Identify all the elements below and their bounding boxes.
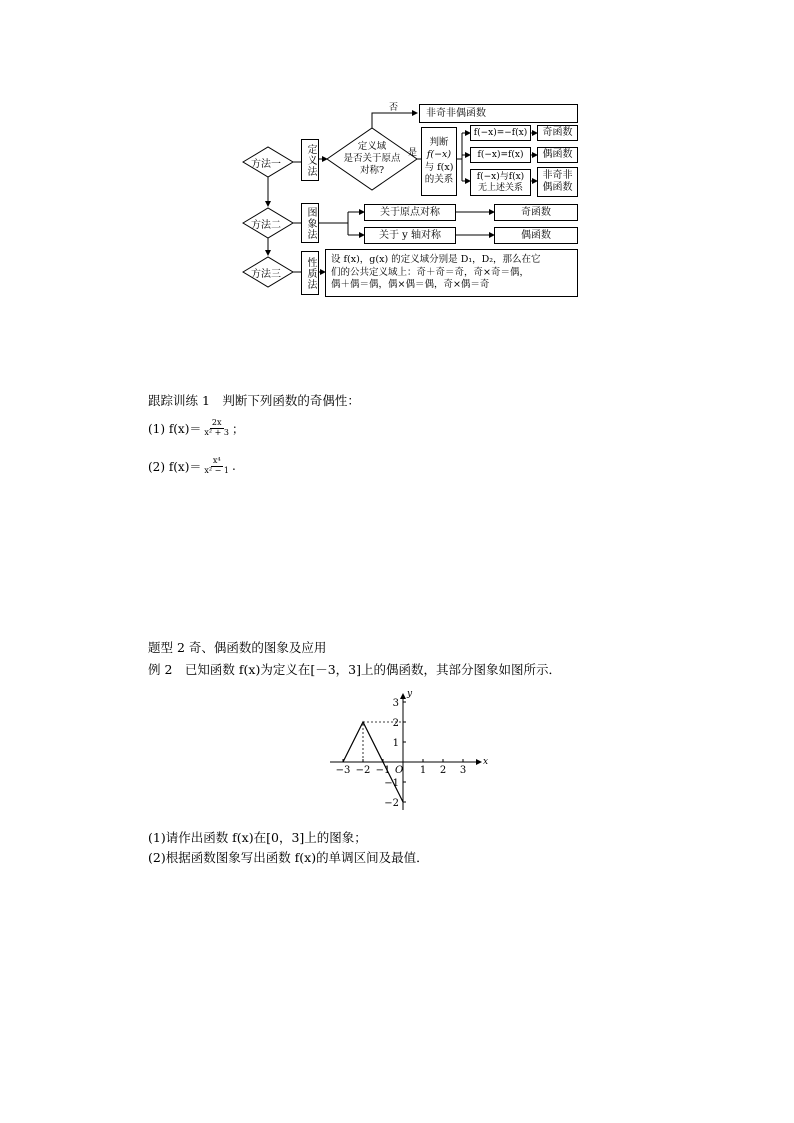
item2-denominator: x² − 1: [204, 465, 229, 475]
y-tick-label: −2: [384, 798, 399, 809]
y-axis-label: y: [407, 689, 413, 699]
domain-question-line3: 对称?: [359, 164, 385, 176]
domain-question-line1: 定义域: [357, 141, 387, 152]
result-neither-line2: 偶函数: [542, 182, 573, 193]
example-2-text: 例 2 已知函数 f(x)为定义在[－3，3]上的偶函数，其部分图象如图所示．: [148, 662, 561, 677]
y-tick-label: 2: [392, 718, 399, 729]
method3-label: 方法三: [251, 269, 281, 280]
result-odd-box: 奇函数: [537, 125, 578, 141]
x-tick-label: 1: [419, 765, 427, 776]
y-tick-label: 1: [392, 738, 399, 749]
section-heading: 题型 2 奇、偶函数的图象及应用: [148, 640, 327, 655]
condition-neither-box: [470, 169, 531, 196]
condition-neither-line2: 无上述关系: [477, 182, 523, 193]
property-description-box: [325, 249, 578, 297]
judge-line3: 与 f(x): [424, 161, 454, 173]
method2-label: 方法二: [251, 220, 281, 231]
x-tick-label: −3: [335, 765, 351, 776]
item1-numerator: 2x: [211, 418, 222, 427]
y-tick-label: 3: [392, 698, 399, 709]
y-tick-label: −1: [384, 778, 399, 789]
judge-line2: f(−x): [426, 149, 452, 161]
x-tick-label: −1: [375, 765, 391, 776]
item2-numerator: x⁴: [212, 456, 221, 465]
item2-fraction: [202, 457, 231, 476]
yes-label: 是: [408, 148, 418, 158]
no-label: 否: [389, 103, 399, 113]
exercise-item-2: [148, 457, 236, 476]
x-tick-label: 3: [459, 765, 467, 776]
graph-result-odd-box: 奇函数: [494, 204, 578, 221]
definition-method-box: 定义法: [301, 139, 319, 181]
x-tick-label: 2: [439, 765, 447, 776]
result-neither-line1: 非奇非: [542, 170, 573, 181]
item1-suffix: ；: [232, 421, 245, 436]
judge-line1: 判断: [429, 136, 449, 148]
parity-flowchart: [0, 0, 794, 310]
result-even-box: 偶函数: [537, 147, 578, 163]
x-tick-label: −2: [355, 765, 371, 776]
neither-result-box: 非奇非偶函数: [419, 104, 578, 123]
property-method-box: 性质法: [301, 251, 319, 295]
question-1: (1)请作出函数 f(x)在[0，3]上的图象；: [148, 830, 367, 845]
property-line2: 们的公共定义域上：奇＋奇＝奇，奇×奇＝偶，: [331, 266, 529, 278]
symmetric-origin-box: 关于原点对称: [364, 204, 456, 221]
judge-line4: 的关系: [424, 173, 454, 185]
condition-neither-line1: f(−x)与f(x): [476, 171, 525, 182]
origin-label: O: [395, 765, 404, 776]
property-line3: 偶＋偶＝偶，偶×偶＝偶，奇×偶＝奇: [331, 279, 490, 291]
property-line1: 设 f(x)，g(x) 的定义域分别是 D₁，D₂，那么在它: [331, 253, 541, 265]
graph-method-box: 图象法: [301, 203, 319, 243]
exercise-title: 跟踪训练 1 判断下列函数的奇偶性：: [148, 393, 360, 408]
condition-odd-box: f(−x)=−f(x): [470, 125, 531, 141]
item1-fraction: [202, 419, 231, 438]
domain-question-line2: 是否关于原点: [343, 152, 401, 164]
item2-suffix: .: [232, 459, 236, 474]
x-axis-label: x: [483, 757, 489, 767]
method1-label: 方法一: [251, 159, 281, 170]
item2-prefix: (2) f(x)＝: [148, 459, 202, 474]
symmetric-yaxis-box: 关于 y 轴对称: [364, 227, 456, 244]
result-neither-box: [537, 167, 578, 197]
item1-denominator: x² + 3: [204, 427, 229, 437]
item1-prefix: (1) f(x)＝: [148, 421, 202, 436]
graph-result-even-box: 偶函数: [494, 227, 578, 244]
domain-question: [334, 141, 410, 177]
condition-even-box: f(−x)=f(x): [470, 147, 531, 163]
exercise-item-1: [148, 419, 244, 438]
question-2: (2)根据函数图象写出函数 f(x)的单调区间及最值．: [148, 850, 429, 865]
judge-box: [421, 127, 457, 196]
function-graph: [330, 682, 500, 812]
